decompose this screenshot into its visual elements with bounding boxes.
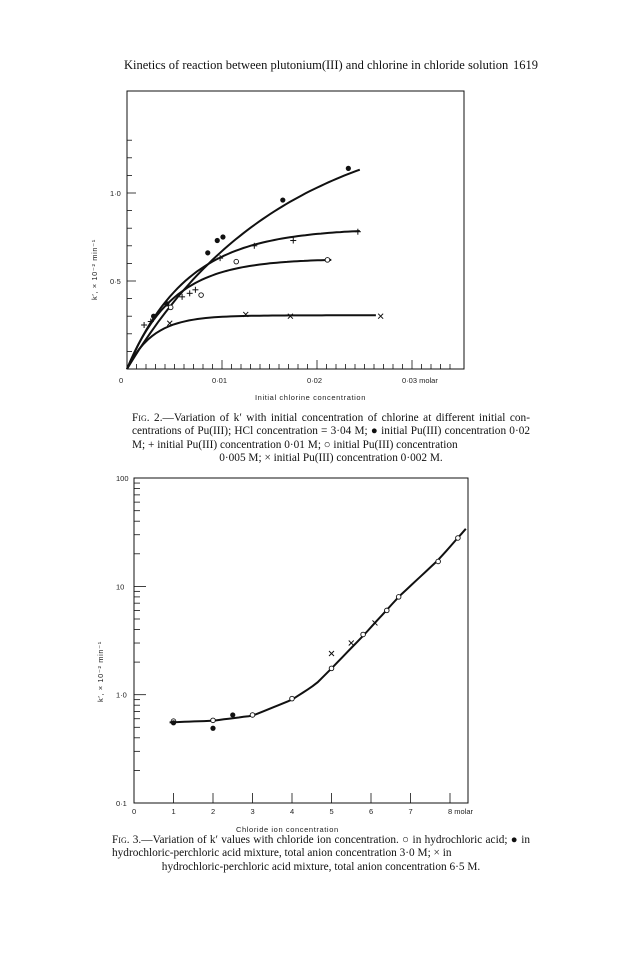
fig2-caption-line2: centrations of Pu(III); HCl concentration = 3·04 M; ● initial Pu(III) concentration [132,425,507,438]
fig3-xtick-label: 0 [132,807,137,816]
fig3-point [230,712,235,717]
fig2-point [192,287,198,293]
fig2-point [141,322,147,328]
fig2-ytick-label: 0·5 [110,277,121,286]
fig3-ylabel: k′, × 10⁻² min⁻¹ [96,641,105,702]
fig2-curve-0p002M [127,315,376,369]
fig2-point [346,166,351,171]
fig2-ticks [127,140,450,369]
fig3-point [210,726,215,731]
fig3-xtick-label: 1 [171,807,176,816]
fig2-caption-line1: —Variation of k′ with initial concentration of chlorine at different initial con- [162,412,530,424]
fig2-xtick-label: 0 [119,376,124,385]
fig3-ytick-label: 10 [116,582,125,592]
fig3-point [385,608,390,613]
fig2-caption-label: Fig. 2. [132,412,163,424]
fig2-caption-line3: 0·02 M; + initial Pu(III) concentration 0·01 M; ○ initial Pu(III) concentration [132,425,531,451]
fig3-tick-labels [116,474,474,816]
fig2-point [205,250,210,255]
fig3-ytick-label: 0·1 [116,799,127,808]
fig3-xtick-label: 6 [369,807,374,816]
fig2-xlabel: Initial chlorine concentration [255,393,366,402]
fig2-caption-line4: 0·005 M; × initial Pu(III) concentration 0·002 M. [219,452,443,465]
fig2-tick-labels [110,189,438,385]
fig3-point [456,536,461,541]
fig2-xtick-label: 0·01 [212,376,228,385]
fig3-xtick-label: 3 [250,807,255,816]
fig3-caption-line3: hydrochloric-perchloric acid mixture, total anion concentration 6·5 M. [161,860,481,873]
fig2-frame [127,91,464,369]
fig2-ylabel: k′, × 10⁻² min⁻¹ [90,239,99,300]
fig3-points [171,536,460,731]
fig3-point [250,713,255,718]
fig3-caption-label: Fig. 3. [112,834,142,846]
fig3-ytick-label: 1·0 [116,690,127,700]
fig2-points [141,166,383,328]
fig3-point [349,641,354,646]
fig3-xtick-label: 5 [329,807,334,816]
running-title: Kinetics of reaction between plutonium(III) and chlorine in chloride solution [124,58,509,72]
fig3-xlabel: Chloride ion concentration [236,825,339,834]
fig2-ytick-label: 1·0 [110,189,121,198]
fig2-caption [132,412,530,466]
fig2-point [151,314,156,319]
fig3-point [372,620,377,625]
fig3-point [361,632,366,637]
fig2-point [355,229,361,235]
fig3-caption-line1: —Variation of k′ values with chloride ion concentration. ○ in hydrochloric acid; [141,834,508,846]
fig2-curve-0p02M [127,170,360,369]
fig2-point [199,293,204,298]
fig3-point [329,666,334,671]
fig3-frame [134,478,468,803]
fig2-point [378,314,383,319]
fig3-point [290,696,295,701]
fig3-curve [170,529,466,723]
fig2-point [290,238,296,244]
fig3-point [329,651,334,656]
fig2-point [220,234,225,239]
fig3-curves [170,529,466,723]
fig3-ytick-label: 100 [116,474,129,484]
fig2-point [168,305,173,310]
fig3-xtick-label: 2 [211,807,216,816]
fig3-ticks [134,483,450,803]
fig2-point [234,259,239,264]
fig3-caption [112,834,530,874]
fig3-point [396,595,401,600]
fig2-point [280,197,285,202]
fig3-point [436,559,441,564]
fig3-point [171,720,176,725]
fig3-caption-line2: ● in hydrochloric-perchloric acid mixture, total anion concentration 3·0 M; × in [112,834,531,860]
fig3-xtick-label: 8 molar [448,807,474,816]
page-number: 1619 [513,58,538,72]
fig2-curve-0p01M [127,231,360,369]
fig2-xtick-label: 0·03 molar [402,376,438,385]
fig3-xtick-label: 4 [290,807,295,816]
fig3-xtick-label: 7 [408,807,413,816]
fig2-point [215,238,220,243]
fig2-xtick-label: 0·02 [307,376,323,385]
fig3-point [211,718,216,723]
fig2-point [187,290,193,296]
fig2-curves [127,170,376,369]
fig2-point [325,258,330,263]
